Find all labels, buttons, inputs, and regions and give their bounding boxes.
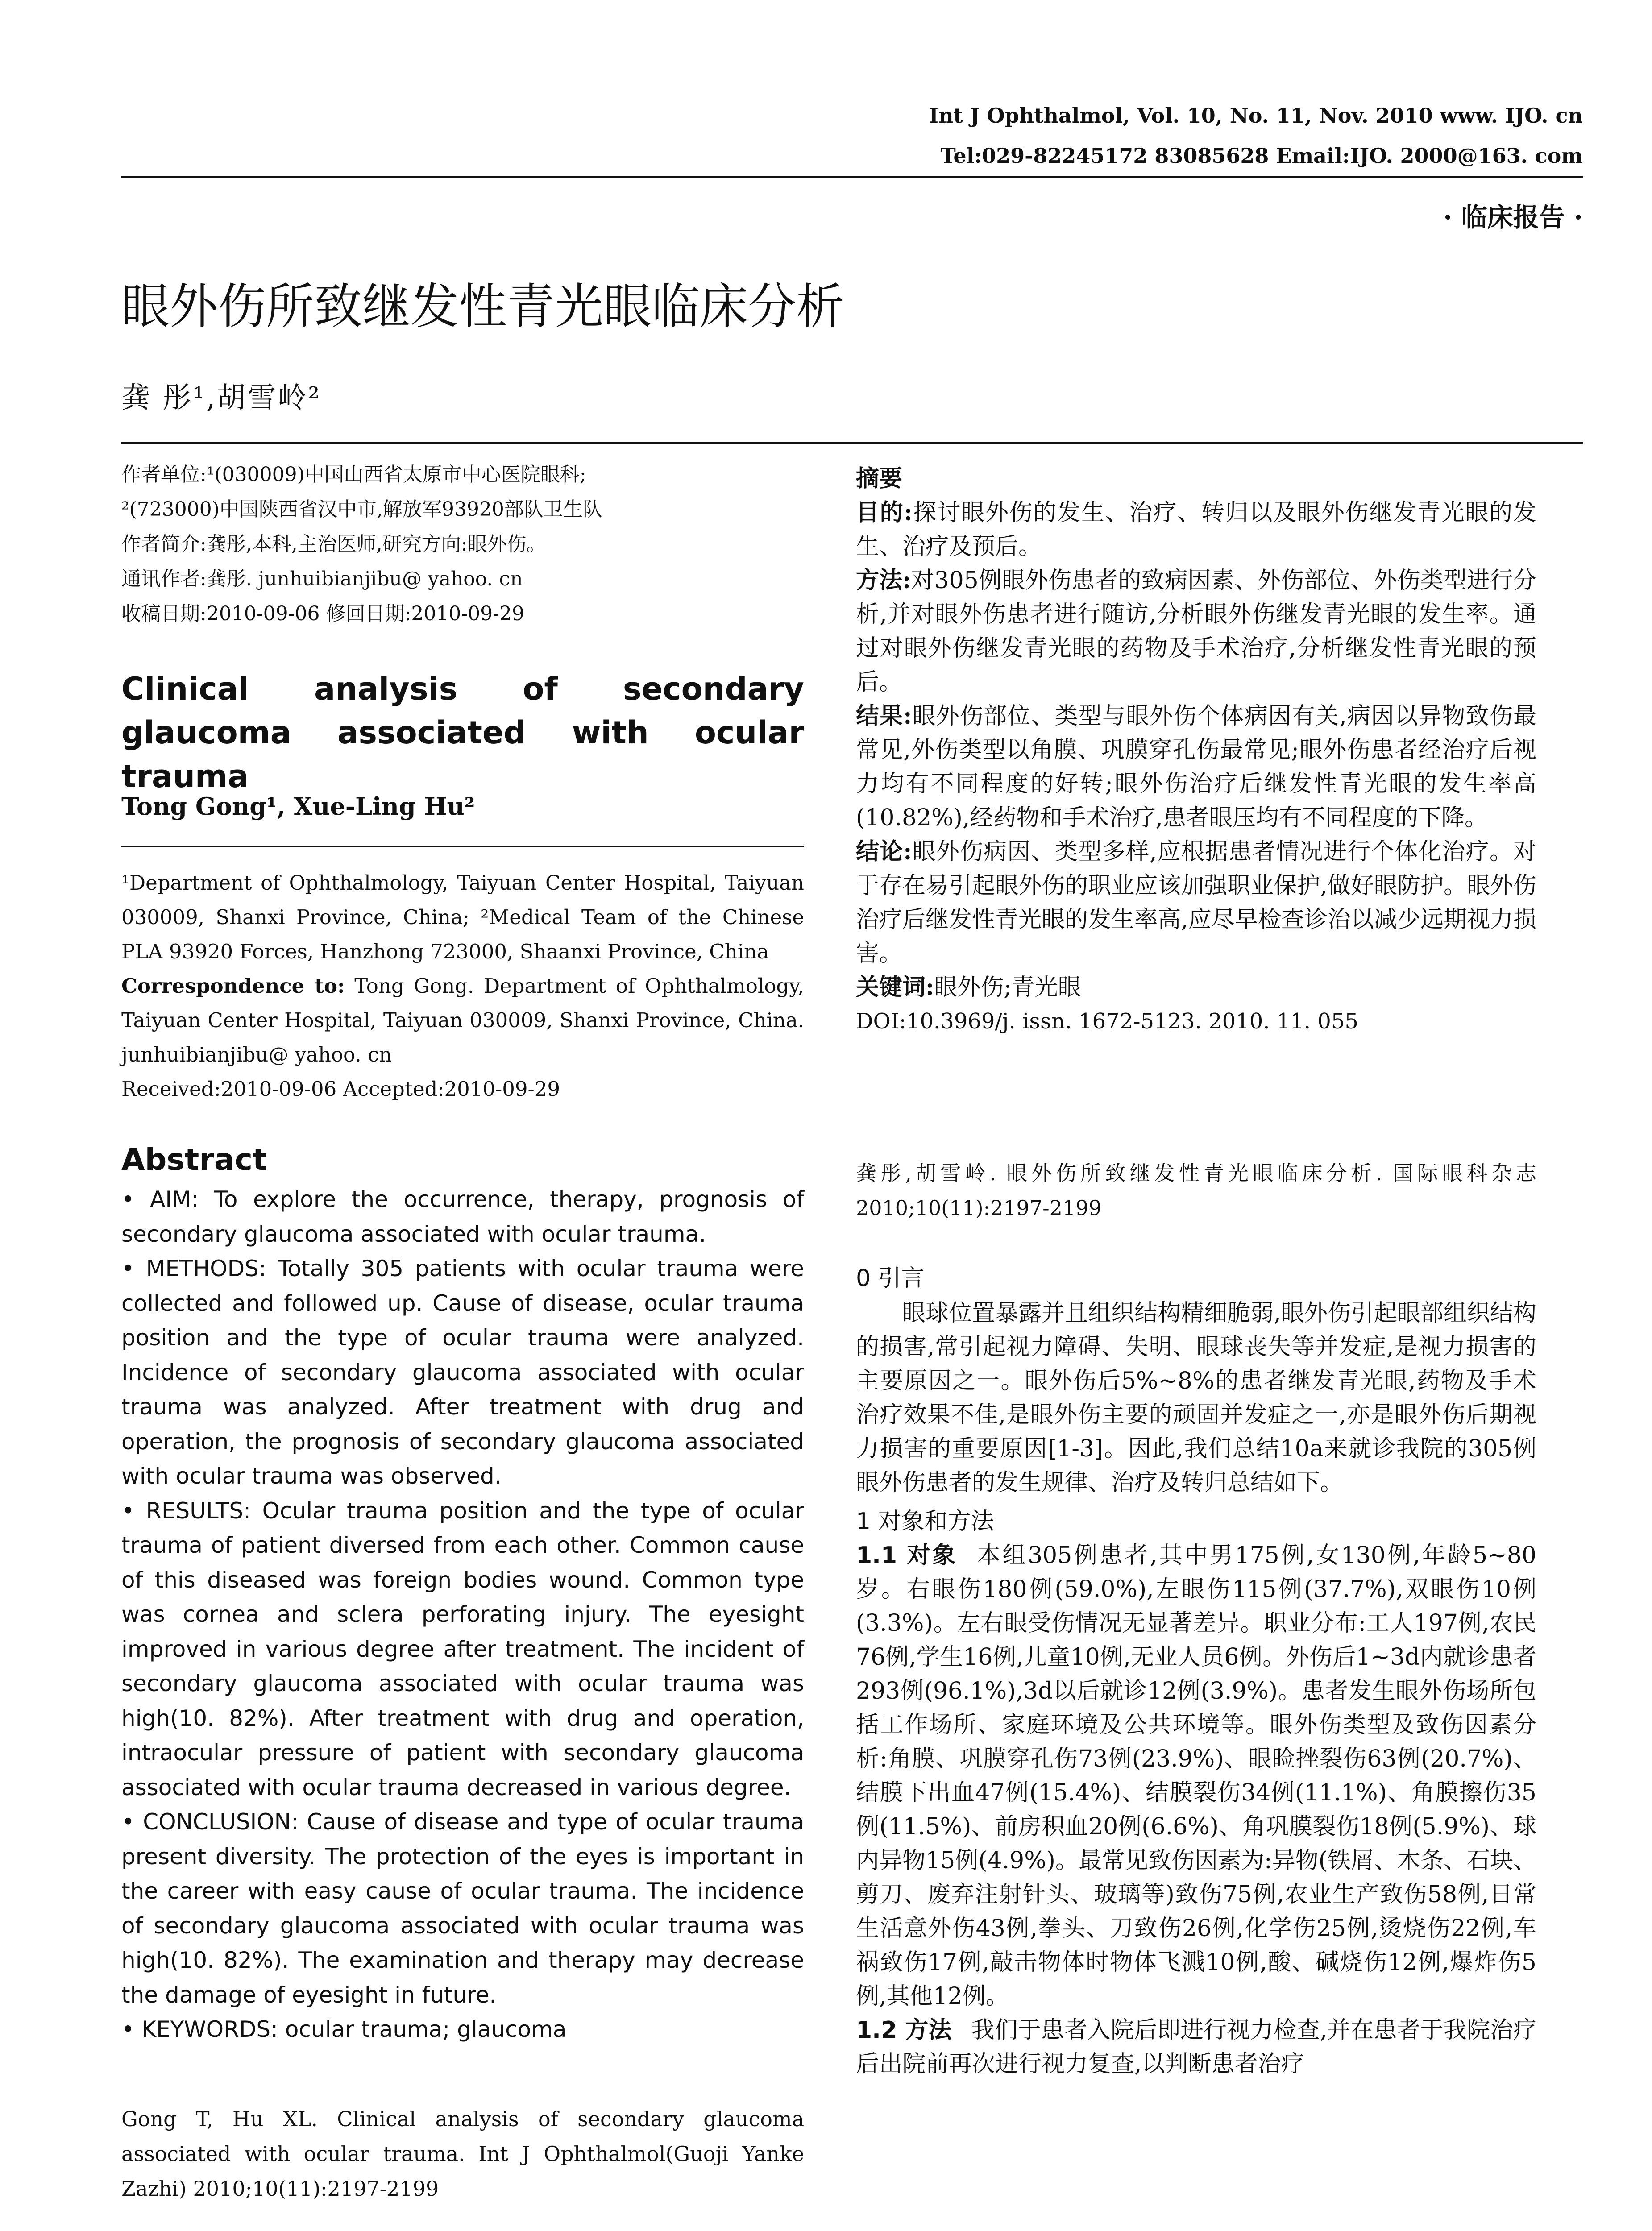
abstract-methods: • METHODS: Totally 305 patients with ocular trauma were collected and followed up. Cause of disease, ocular trauma position and the type of ocular trauma were analyzed. Incidence of secondary glaucoma associated with ocular trauma was analyzed. After treatment with drug and operation, the prognosis of secondary glaucoma associated with ocular trauma was observed. bbox=[121, 1256, 804, 1489]
affiliation-2: ²(723000)中国陕西省汉中市,解放军93920部队卫生队 bbox=[121, 498, 602, 521]
section-1-2-label: 1.2 方法 bbox=[856, 2017, 952, 2044]
section-0-heading: 0 引言 bbox=[856, 1265, 925, 1292]
section-0-paragraph: 眼球位置暴露并且组织结构精细脆弱,眼外伤引起眼部组织结构的损害,常引起视力障碍、失明、眼球丧失等并发症,是视力损害的主要原因之一。眼外伤后5%~8%的患者继发青光眼,药物及手术治疗效果不佳,是眼外伤主要的顽固并发症之一,亦是眼外伤后期视力损害的重要原因[1-3]。因此,我们总结10a来就诊我院的305例眼外伤患者的发生规律、治疗及转归总结如下。 bbox=[856, 1300, 1536, 1496]
abstract-cn-results bbox=[856, 699, 1536, 835]
correspondence-cn: 通讯作者:龚彤. junhuibianjibu@ yahoo. cn bbox=[121, 568, 523, 590]
results-text: 眼外伤部位、类型与眼外伤个体病因有关,病因以异物致伤最常见,外伤类型以角膜、巩膜穿孔伤最常见;眼外伤患者经治疗后视力均有不同程度的好转;眼外伤治疗后继发性青光眼的发生率高(10.82%),经药物和手术治疗,患者眼压均有不同程度的下降。 bbox=[856, 703, 1537, 831]
correspondence-label: Correspondence to: bbox=[121, 974, 345, 998]
abstract-cn-conclusion bbox=[856, 835, 1536, 970]
article-authors: 龚 彤¹,胡雪岭² bbox=[121, 382, 321, 415]
abstract-aim: • AIM: To explore the occurrence, therapy, prognosis of secondary glaucoma associated with ocular trauma. bbox=[121, 1186, 804, 1247]
english-affiliation-block bbox=[121, 866, 804, 1106]
abstract-keywords: • KEYWORDS: ocular trauma; glaucoma bbox=[121, 2016, 567, 2042]
abstract-cn-aim bbox=[856, 496, 1536, 564]
section-1-1-text: 本组305例患者,其中男175例,女130例,年龄5~80岁。右眼伤180例(59.0%),左眼伤115例(37.7%),双眼伤10例(3.3%)。左右眼受伤情况无显著差异。职业分布:工人197例,农民76例,学生16例,儿童10例,无业人员6例。外伤后1~3d内就诊患者293例(96.1%),3d以后就诊12例(3.9%)。患者发生眼外伤场所包括工作场所、家庭环境及公共环境等。眼外伤类型及致伤因素分析:角膜、巩膜穿孔伤73例(23.9%)、眼睑挫裂伤63例(20.7%)、结膜下出血47例(15.4%)、结膜裂伤34例(11.1%)、角膜擦伤35例(11.5%)、前房积血20例(6.6%)、角巩膜裂伤18例(5.9%)、球内异物15例(4.9%)。最常见致伤因素为:异物(铁屑、木条、石块、剪刀、废弃注射针头、玻璃等)致伤75例,农业生产致伤58例,日常生活意外伤43例,拳头、刀致伤26例,化学伤25例,烫烧伤22例,车祸致伤17例,敲击物体时物体飞溅10例,酸、碱烧伤12例,爆炸伤5例,其他12例。 bbox=[856, 1542, 1536, 2010]
abstract-heading: Abstract bbox=[121, 1142, 267, 1178]
section-1-heading: 1 对象和方法 bbox=[856, 1508, 994, 1535]
author-bio: 作者简介:龚彤,本科,主治医师,研究方向:眼外伤。 bbox=[121, 533, 546, 556]
english-authors: Tong Gong¹, Xue-Ling Hu² bbox=[121, 792, 475, 821]
methods-text: 对305例眼外伤患者的致病因素、外伤部位、外伤类型进行分析,并对眼外伤患者进行随访,分析眼外伤继发青光眼的发生率。通过对眼外伤继发青光眼的药物及手术治疗,分析继发性青光眼的预后。 bbox=[856, 567, 1536, 696]
abstract-en-body bbox=[121, 1182, 804, 2047]
author-info-cn bbox=[121, 457, 804, 631]
affiliation-1: 作者单位:¹(030009)中国山西省太原市中心医院眼科; bbox=[121, 463, 586, 486]
section-1-1-label: 1.1 对象 bbox=[856, 1542, 958, 1569]
conclusion-label: 结论: bbox=[856, 838, 912, 865]
section-1-1 bbox=[856, 1538, 1536, 2013]
aim-text: 探讨眼外伤的发生、治疗、转归以及眼外伤继发青光眼的发生、治疗及预后。 bbox=[856, 499, 1536, 560]
english-title: Clinical analysis of secondary glaucoma associated with ocular trauma bbox=[121, 671, 804, 795]
english-citation: Gong T, Hu XL. Clinical analysis of secondary glaucoma associated with ocular trauma. Int J Ophthalmol(Guoji Yanke Zazhi) 2010;10(11):2197-2199 bbox=[121, 2107, 804, 2201]
aim-label: 目的: bbox=[856, 499, 913, 526]
methods-label: 方法: bbox=[856, 567, 911, 594]
main-body-cn bbox=[856, 1259, 1536, 2081]
abstract-cn-body bbox=[856, 460, 1536, 1038]
title-rule bbox=[121, 442, 1583, 444]
abstract-cn-keywords bbox=[856, 970, 1536, 1004]
keywords-label: 关键词: bbox=[856, 974, 934, 1001]
english-dates: Received:2010-09-06 Accepted:2010-09-29 bbox=[121, 1077, 560, 1101]
english-affiliation: ¹Department of Ophthalmology, Taiyuan Center Hospital, Taiyuan 030009, Shanxi Province, China; ²Medical Team of the Chinese PLA 93920 Forces, Hanzhong 723000, Shaanxi Province, China bbox=[121, 871, 804, 963]
english-authors-rule bbox=[121, 846, 804, 847]
contact-line: Tel:029-82245172 83085628 Email:IJO. 2000@163. com bbox=[940, 144, 1583, 168]
correspondence-text: Tong Gong. Department of Ophthalmology, Taiyuan Center Hospital, Taiyuan 030009, Shanxi Province, China. junhuibianjibu@ yahoo. cn bbox=[121, 974, 804, 1066]
article-title: 眼外伤所致继发性青光眼临床分析 bbox=[121, 279, 845, 335]
dates-cn: 收稿日期:2010-09-06 修回日期:2010-09-29 bbox=[121, 602, 525, 625]
abstract-results: • RESULTS: Ocular trauma position and the type of ocular trauma of patient diversed from each other. Common cause of this diseased was foreign bodies wound. Common type was cornea and sclera perforating injury. The eyesight improved in various degree after treatment. The incident of secondary glaucoma associated with ocular trauma was high(10. 82%). After treatment with drug and operation, intraocular pressure of patient with secondary glaucoma associated with ocular trauma decreased in various degree. bbox=[121, 1497, 804, 1800]
section-1-2 bbox=[856, 2013, 1536, 2081]
abstract-cn-methods bbox=[856, 564, 1536, 699]
column-tag: · 临床报告 · bbox=[1443, 202, 1583, 232]
section-1-2-text: 我们于患者入院后即进行视力检查,并在患者于我院治疗后出院前再次进行视力复查,以判断患者治疗 bbox=[856, 2017, 1537, 2078]
abstract-cn-heading: 摘要 bbox=[856, 465, 903, 492]
abstract-conclusion: • CONCLUSION: Cause of disease and type of ocular trauma present diversity. The protection of the eyes is important in the career with easy cause of ocular trauma. The incidence of secondary glaucoma associated with ocular trauma was high(10. 82%). The examination and therapy may decrease the damage of eyesight in future. bbox=[121, 1809, 804, 2008]
header-rule bbox=[121, 176, 1583, 178]
chinese-citation: 龚彤,胡雪岭. 眼外伤所致继发性青光眼临床分析. 国际眼科杂志 2010;10(11):2197-2199 bbox=[856, 1161, 1536, 1220]
doi: DOI:10.3969/j. issn. 1672-5123. 2010. 11. 055 bbox=[856, 1009, 1359, 1034]
keywords-text: 眼外伤;青光眼 bbox=[934, 974, 1081, 1001]
english-correspondence bbox=[121, 969, 804, 1072]
results-label: 结果: bbox=[856, 702, 912, 730]
conclusion-text: 眼外伤病因、类型多样,应根据患者情况进行个体化治疗。对于存在易引起眼外伤的职业应该加强职业保护,做好眼防护。眼外伤治疗后继发性青光眼的发生率高,应尽早检查诊治以减少远期视力损害。 bbox=[856, 838, 1537, 967]
journal-line: Int J Ophthalmol, Vol. 10, No. 11, Nov. 2010 www. IJO. cn bbox=[929, 104, 1583, 128]
